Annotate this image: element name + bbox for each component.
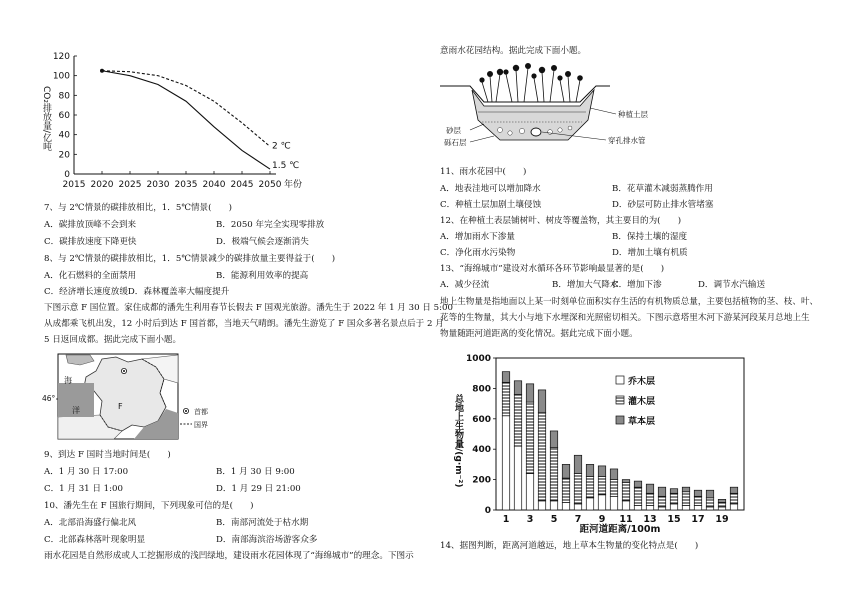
tree-layer-bar [526, 474, 533, 510]
x-tick-label: 7 [574, 514, 582, 525]
passage-france-line1: 下图示意 F 国位置。家住成都的潘先生利用春节长假去 F 国观光旅游。潘先生于 2022 年 1 月 30 日 5:00 [44, 303, 453, 313]
question-13: 13、“海绵城市”建设对水循环各环节影响最显著的是( ) [440, 264, 665, 274]
q9-option-a: A．1 月 30 日 17:00 [44, 467, 129, 477]
shrub-layer-bar [610, 480, 617, 497]
q12-option-b: B．保持土壤的湿度 [612, 232, 688, 242]
q10-option-a: A．北部沿海盛行偏北风 [44, 518, 137, 528]
q12-option-d: D．增加土壤有机质 [612, 248, 688, 258]
q12-option-a: A．增加雨水下渗量 [440, 232, 515, 242]
shrub-layer-bar [718, 502, 725, 507]
rain-garden-diagram [440, 62, 660, 160]
y-tick-label: 0 [64, 170, 70, 180]
y-tick-label: 60 [58, 111, 70, 121]
x-tick-label: 2030 [146, 180, 170, 190]
map-country-label: F [118, 402, 123, 411]
herb-layer-bar [502, 372, 509, 383]
shrub-layer-bar [526, 402, 533, 473]
x-tick-label: 1 [502, 514, 510, 525]
tree-layer-bar [706, 507, 713, 510]
legend-shrub-label: 灌木层 [628, 397, 656, 407]
x-tick-label: 13 [643, 514, 657, 525]
x-axis-label: 距河道距离/100m [579, 524, 661, 535]
tree-layer-bar [694, 505, 701, 510]
herb-layer-bar [658, 487, 665, 496]
q7-option-c: C．碳排放速度下降更快 [44, 237, 137, 247]
tree-layer-bar [658, 507, 665, 510]
tree-layer-bar [562, 502, 569, 510]
y-tick-label: 80 [58, 91, 70, 102]
question-8: 8、与 2℃情景的碳排放相比，1．5℃情景减少的碳排放量主要得益于( ) [44, 254, 336, 264]
passage-biomass-line3: 物量随距河道距离的变化情况。据此完成下面小题。 [440, 329, 638, 339]
garden-label-gravel: 砾石层 [444, 138, 467, 147]
y-tick-label: 0 [484, 506, 491, 516]
y-tick-label: 800 [472, 384, 491, 395]
map-sea-label-2: 洋 [72, 406, 80, 415]
series-2c-label: 2 ℃ [272, 141, 291, 152]
y-tick-label: 20 [58, 150, 70, 161]
herb-layer-bar [634, 481, 641, 487]
y-tick-label: 120 [52, 52, 70, 62]
legend-shrub-swatch [616, 396, 624, 404]
tree-layer-bar [622, 501, 629, 510]
garden-label-soil: 种植土层 [618, 110, 648, 119]
herb-layer-bar [550, 431, 557, 448]
shrub-layer-bar [538, 413, 545, 501]
france-location-map [44, 353, 254, 443]
tree-layer-bar [502, 416, 509, 510]
tree-layer-bar [586, 498, 593, 510]
q7-option-a: A．碳排放顶峰不会到来 [44, 220, 137, 230]
tree-layer-bar [514, 446, 521, 510]
x-tick-label: 2045 [230, 180, 254, 190]
shrub-layer-bar [562, 478, 569, 502]
q13-option-c: C．增加下渗 [612, 280, 662, 290]
herb-layer-bar [694, 490, 701, 496]
x-tick-label: 9 [598, 514, 606, 525]
q13-option-a: A．减少径流 [440, 280, 490, 290]
legend-border: 国界 [194, 421, 208, 429]
shrub-layer-bar [646, 493, 653, 505]
tree-layer-bar [682, 505, 689, 510]
question-10: 10、潘先生在 F 国旅行期间，下列现象可信的是( ) [44, 501, 254, 511]
x-tick-label: 17 [691, 514, 705, 525]
shrub-layer-bar [682, 492, 689, 506]
herb-layer-bar [730, 487, 737, 493]
x-tick-label: 19 [715, 514, 729, 525]
q13-option-b: B．增加大气降水 [552, 280, 619, 290]
x-tick-label: 2035 [174, 180, 198, 190]
shrub-layer-bar [598, 477, 605, 495]
x-tick-label: 11 [619, 514, 633, 525]
herb-layer-bar [622, 480, 629, 483]
x-tick-label: 5 [550, 514, 558, 525]
x-tick-label: 2015 [62, 180, 86, 190]
map-latitude-label: 46° [42, 394, 56, 403]
herb-layer-bar [670, 489, 677, 494]
x-tick-label: 2050 [258, 180, 282, 190]
shrub-layer-bar [514, 394, 521, 446]
x-tick-label: 3 [526, 514, 534, 525]
q10-option-d: D．南部海滨浴场游客众多 [216, 535, 318, 545]
q8-option-b: B．能源利用效率的提高 [216, 271, 309, 281]
x-tick-label: 2020 [90, 180, 114, 190]
question-12: 12、在种植土表层铺树叶、树皮等覆盖物，其主要目的为( ) [440, 216, 682, 226]
q7-option-d: D．极端气候会逐渐消失 [216, 237, 309, 247]
series-15c-label: 1.5 ℃ [272, 161, 300, 172]
q8-option-a: A．化石燃料的全面禁用 [44, 271, 137, 281]
q9-option-b: B．1 月 30 日 9:00 [216, 467, 295, 477]
legend-herb-swatch [616, 416, 624, 424]
question-9: 9、到达 F 国时当地时间是( ) [44, 450, 171, 460]
x-tick-label: 2025 [118, 180, 142, 190]
x-tick-label: 2040 [202, 180, 226, 190]
x-axis-label: 年份 [284, 180, 303, 190]
x-tick-label: 15 [667, 514, 681, 525]
passage-biomass-line1: 地上生物量是指地面以上某一时刻单位面积实存生活的有机物质总量，主要包括植物的茎、枝、叶、 [440, 297, 819, 307]
shrub-layer-bar [658, 496, 665, 507]
q11-option-a: A．地表洼地可以增加降水 [440, 184, 541, 194]
shrub-layer-bar [502, 382, 509, 415]
herb-layer-bar [646, 484, 653, 493]
herb-layer-bar [610, 469, 617, 480]
q12-option-c: C．净化雨水污染物 [440, 248, 516, 258]
tree-layer-bar [646, 505, 653, 510]
tree-layer-bar [574, 504, 581, 510]
tree-layer-bar [550, 501, 557, 510]
tree-layer-bar [598, 495, 605, 510]
herb-layer-bar [526, 384, 533, 402]
question-14: 14、据图判断，距离河道越远，地上草本生物量的变化特点是( ) [440, 541, 699, 551]
shrub-layer-bar [730, 493, 737, 504]
q11-option-b: B．花草灌木减弱蒸腾作用 [612, 184, 713, 194]
herb-layer-bar [598, 466, 605, 477]
shrub-layer-bar [574, 474, 581, 504]
shrub-layer-bar [670, 493, 677, 504]
passage-rain-garden-cont: 意雨水花园结构。据此完成下面小题。 [440, 46, 587, 56]
herb-layer-bar [562, 464, 569, 478]
shrub-layer-bar [550, 448, 557, 501]
herb-layer-bar [682, 487, 689, 492]
passage-rain-garden: 雨水花园是自然形成或人工挖掘形成的浅凹绿地，建设雨水花园体现了“海绵城市”的理念。下图示 [44, 551, 414, 561]
shrub-layer-bar [634, 487, 641, 505]
tree-layer-bar [670, 504, 677, 510]
herb-layer-bar [574, 455, 581, 473]
garden-label-pipe: 穿孔排水管 [608, 136, 646, 145]
y-tick-label: 400 [472, 445, 491, 456]
herb-layer-bar [538, 390, 545, 413]
y-tick-label: 100 [52, 71, 70, 82]
herb-layer-bar [718, 499, 725, 502]
q7-option-b: B．2050 年完全实现零排放 [216, 220, 325, 230]
legend-capital: 首都 [194, 408, 208, 416]
y-tick-label: 40 [58, 130, 70, 141]
question-7: 7、与 2℃情景的碳排放相比，1．5℃情景( ) [44, 203, 233, 213]
passage-france-line3: 5 日返回成都。据此完成下面小题。 [44, 335, 182, 345]
y-tick-label: 200 [472, 475, 491, 486]
herb-layer-bar [586, 464, 593, 476]
passage-france-line2: 从成都乘飞机出发，12 小时后到达 F 国首都，当地天气晴朗。潘先生游览了 F 国众多著名景点后于 2 月 [44, 319, 444, 329]
tree-layer-bar [718, 507, 725, 510]
q13-option-d: D．调节水汽输送 [698, 280, 766, 290]
question-11: 11、雨水花园中( ) [440, 167, 527, 177]
tree-layer-bar [634, 505, 641, 510]
q9-option-d: D．1 月 29 日 21:00 [216, 484, 301, 494]
start-point [100, 69, 104, 73]
y-axis-label: CO₂排放量/亿吨 [41, 86, 51, 152]
q11-option-d: D．砂层可防止排水管堵塞 [612, 200, 714, 210]
q8-options-cd: C．经济增长速度放缓D．森林覆盖率大幅度提升 [44, 287, 230, 297]
q9-option-c: C．1 月 31 日 1:00 [44, 484, 123, 494]
shrub-layer-bar [622, 483, 629, 501]
garden-label-sand: 砂层 [446, 126, 461, 135]
tree-layer-bar [730, 504, 737, 510]
legend-tree-swatch [616, 376, 624, 384]
co2-emission-chart [38, 50, 338, 198]
q10-option-c: C．北部森林落叶现象明显 [44, 535, 146, 545]
q10-option-b: B．南部河流处于枯水期 [216, 518, 309, 528]
legend-tree-label: 乔木层 [628, 377, 656, 387]
herb-layer-bar [514, 381, 521, 395]
tree-layer-bar [538, 501, 545, 510]
shrub-layer-bar [706, 498, 713, 507]
y-axis-label: 总地上生物量/(g·m⁻²) [453, 394, 463, 488]
biomass-bar-chart [448, 346, 758, 534]
y-tick-label: 600 [472, 414, 491, 425]
shrub-layer-bar [586, 477, 593, 498]
legend-herb-label: 草本层 [628, 417, 656, 427]
shrub-layer-bar [694, 496, 701, 505]
map-sea-label-1: 海 [64, 376, 72, 385]
tree-layer-bar [610, 496, 617, 510]
series-2c-line [102, 71, 270, 147]
y-tick-label: 1000 [465, 354, 491, 364]
herb-layer-bar [706, 490, 713, 498]
q11-option-c: C．种植土层加剧土壤侵蚀 [440, 200, 542, 210]
passage-biomass-line2: 花等的生物量，其大小与地下水埋深和光照密切相关。下图示意塔里木河下游某河段某月总地上生 [440, 313, 810, 323]
